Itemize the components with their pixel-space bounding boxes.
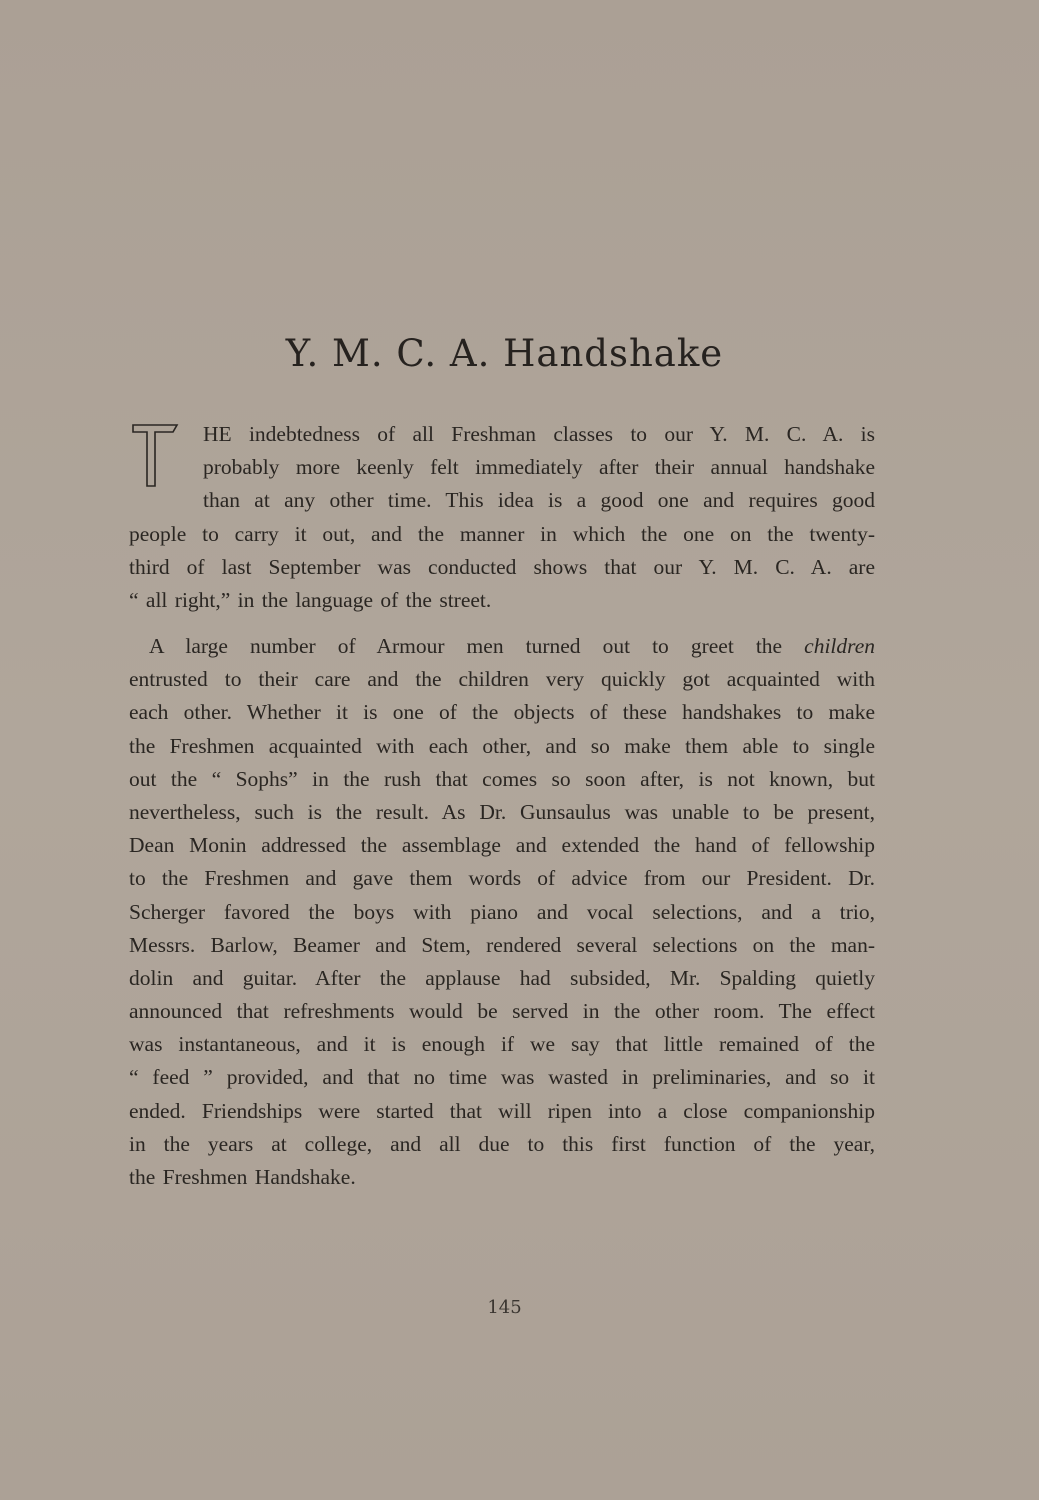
text-line: “ all right,” in the language of the street. (129, 587, 492, 612)
text-line: nevertheless, such is the result. As Dr. Gunsaulus was unable to be present, (129, 799, 875, 824)
text-line: than at any other time. This idea is a good one and requires good (203, 488, 875, 513)
text-line: Dean Monin addressed the assemblage and extended the hand of fellowship (129, 833, 875, 858)
page-number: 145 (487, 1297, 522, 1318)
paragraph-1 (129, 418, 875, 617)
text-line: was instantaneous, and it is enough if we say that little remained of the (129, 1032, 875, 1057)
text-line: to the Freshmen and gave them words of advice from our President. Dr. (129, 866, 875, 891)
text-line: HE indebtedness of all Freshman classes to our Y. M. C. A. is (203, 422, 875, 446)
text-line: each other. Whether it is one of the objects of these handshakes to make (129, 700, 875, 725)
text-line: the Freshmen acquainted with each other, and so make them able to single (129, 733, 875, 758)
text-line: the Freshmen Handshake. (129, 1165, 356, 1189)
text-line: ended. Friendships were started that will ripen into a close companionship (129, 1098, 875, 1123)
text-line: in the years at college, and all due to this first function of the year, (129, 1131, 875, 1156)
text-line: Messrs. Barlow, Beamer and Stem, rendered several selections on the man- (129, 932, 875, 957)
text-line: “ feed ” provided, and that no time was wasted in preliminaries, and so it (129, 1065, 875, 1090)
text-line: Scherger favored the boys with piano and vocal selections, and a trio, (129, 899, 875, 924)
page-title: Y. M. C. A. Handshake (285, 332, 724, 375)
text-line: out the “ Sophs” in the rush that comes so soon after, is not known, but (129, 766, 875, 791)
text-line: announced that refreshments would be served in the other room. The effect (129, 999, 875, 1024)
paragraph-2 (129, 630, 875, 1194)
text-line: third of last September was conducted shows that our Y. M. C. A. are (129, 554, 875, 579)
italic-word: children (804, 634, 876, 658)
text-segment: A large number of Armour men turned out to greet the (149, 634, 783, 658)
text-line: people to carry it out, and the manner in which the one on the twenty- (129, 521, 875, 546)
text-line: probably more keenly felt immediately after their annual handshake (203, 455, 875, 480)
text-line (129, 630, 875, 663)
text-line: entrusted to their care and the children very quickly got acquainted with (129, 667, 875, 692)
text-line: dolin and guitar. After the applause had subsided, Mr. Spalding quietly (129, 965, 875, 990)
